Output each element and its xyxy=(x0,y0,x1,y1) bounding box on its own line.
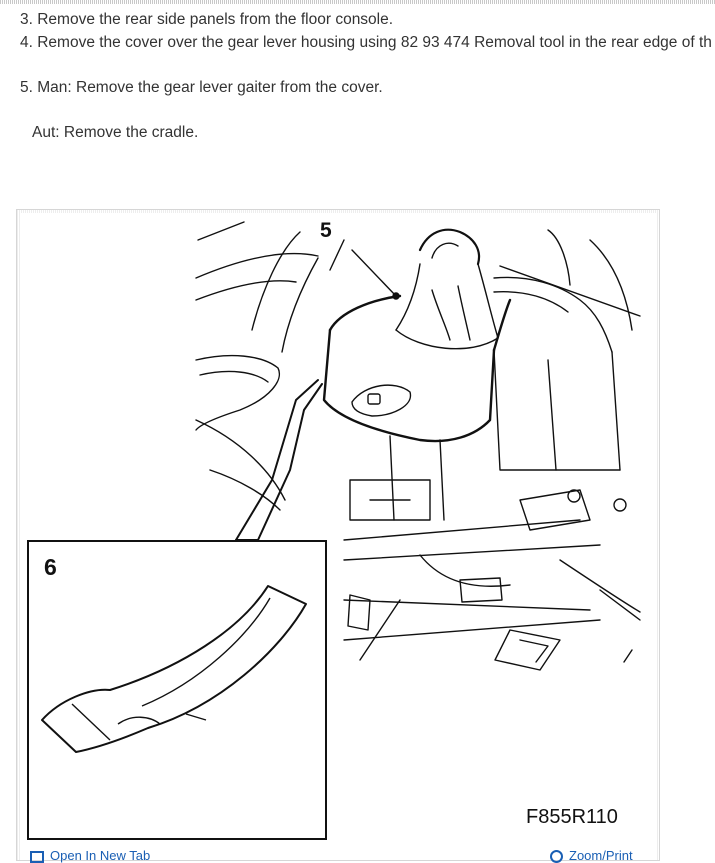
callout-6: 6 xyxy=(44,554,57,580)
instruction-step-5: 5. Man: Remove the gear lever gaiter from the cover. xyxy=(20,79,383,96)
open-in-new-tab-link[interactable] xyxy=(30,848,150,863)
instruction-step-5-automatic: Aut: Remove the cradle. xyxy=(32,124,199,141)
open-in-new-tab-label: Open In New Tab xyxy=(50,848,151,863)
new-tab-icon xyxy=(30,851,44,863)
zoom-icon xyxy=(550,850,563,863)
zoom-print-label: Zoom/Print xyxy=(569,848,633,863)
zoom-print-link[interactable] xyxy=(550,848,633,863)
figure-id-label: F855R110 xyxy=(526,806,618,828)
instruction-step-4: 4. Remove the cover over the gear lever housing using 82 93 474 Removal tool in the rear edge of th xyxy=(20,34,712,51)
callout-5: 5 xyxy=(320,219,332,242)
instruction-step-3: 3. Remove the rear side panels from the floor console. xyxy=(20,11,394,28)
